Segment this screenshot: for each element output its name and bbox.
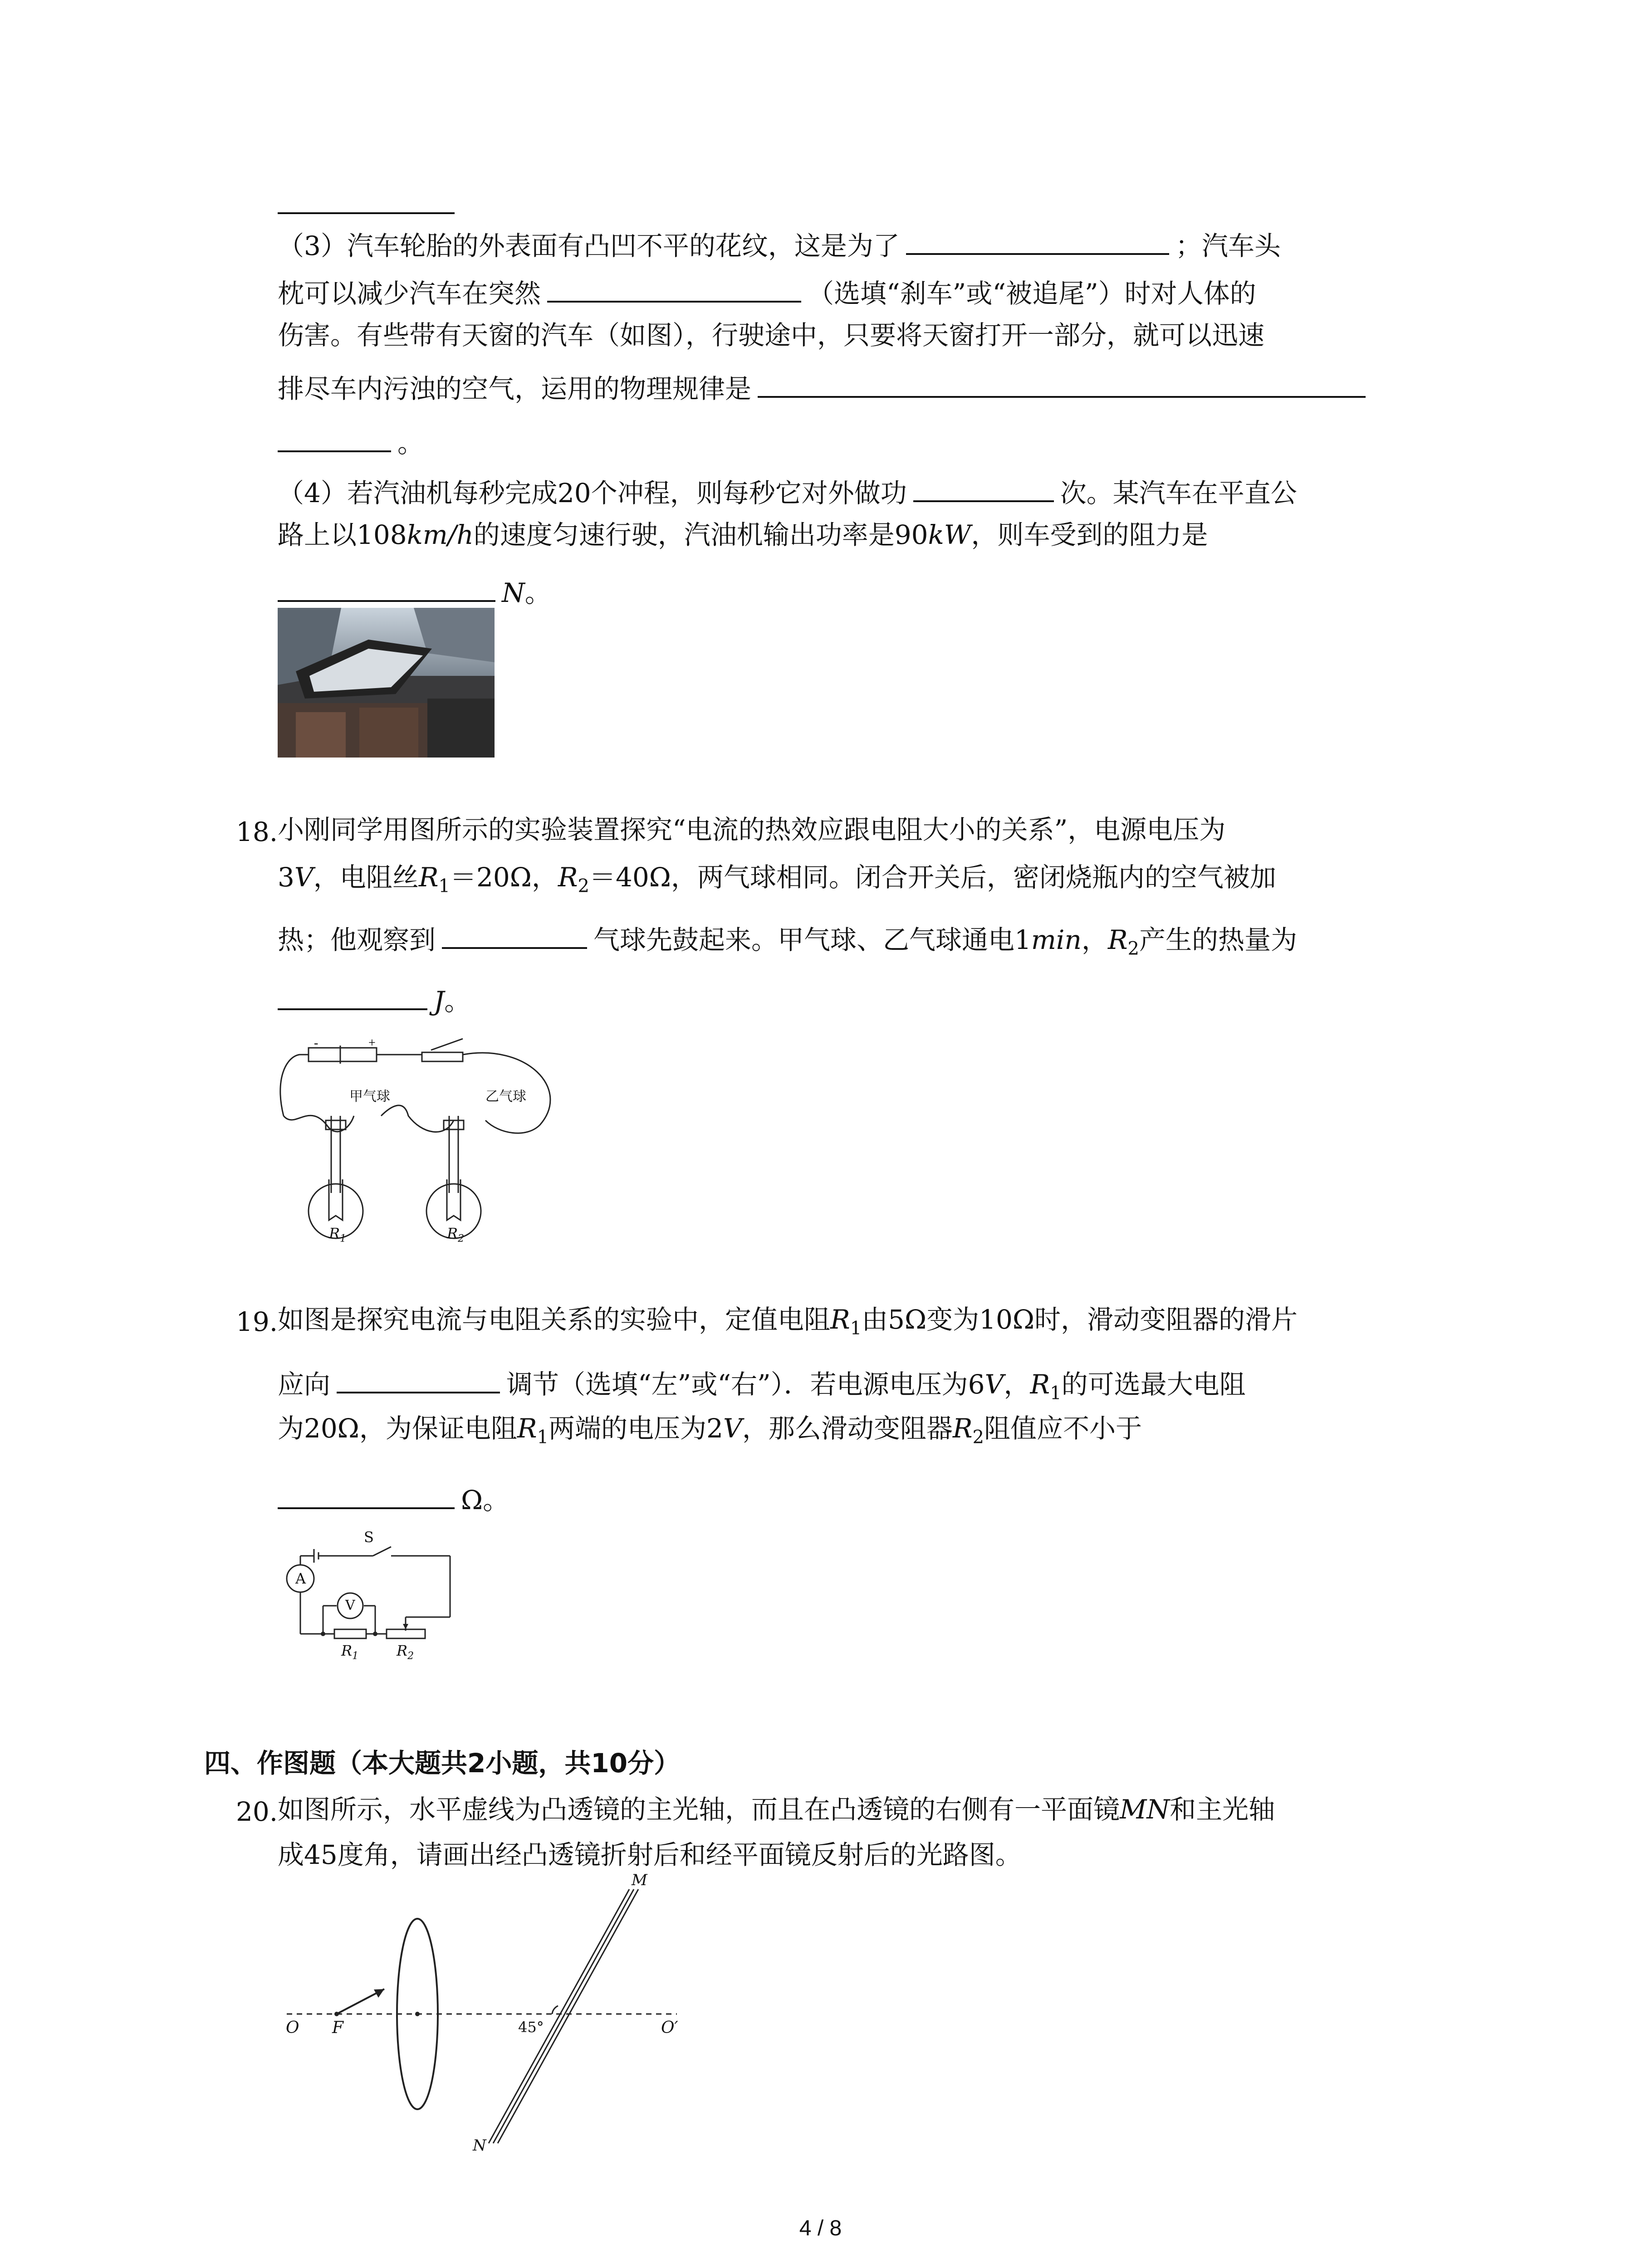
subscript: 2 [1127,938,1139,959]
balloon-a-label: 甲气球 [349,1089,390,1105]
unit: min [1031,924,1082,955]
q17-part3-line2 [278,274,1256,307]
subscript: 1 [340,1233,347,1245]
unit: V [723,1413,742,1444]
answer-blank[interactable] [758,370,1366,398]
symbol: R [329,1225,340,1242]
q17-part3-line5 [278,424,424,459]
balloon-b-label: 乙气球 [485,1089,526,1105]
answer-blank[interactable] [278,1481,455,1509]
text: 产生的热量为 [1139,924,1297,955]
text: 3 [278,862,294,893]
unit: J [434,986,445,1017]
angle-label: 45° [518,2019,544,2036]
text: Ω。 [461,1485,509,1515]
subscript: 2 [458,1233,465,1245]
text: 枕可以减少汽车在突然 [278,278,541,309]
symbol: R [517,1413,537,1444]
answer-blank[interactable] [906,227,1169,255]
text: 应向 [278,1369,331,1400]
answer-blank[interactable] [913,474,1054,502]
text: 路上以108 [278,519,407,550]
subscript: 2 [407,1650,414,1662]
text: （选填“刹车”或“被追尾”）时对人体的 [808,278,1256,309]
text: 两端的电压为2 [549,1413,723,1444]
q17-part4-line1 [278,474,1297,506]
text: 次。某汽车在平直公 [1060,478,1297,508]
symbol: R [418,862,439,893]
o-prime-label: O′ [661,2019,678,2037]
q18-line3 [278,921,1297,958]
r2-label [447,1225,464,1244]
subscript: 1 [438,875,450,897]
r1-label [341,1642,358,1662]
r2-label [397,1642,414,1662]
voltmeter-label: V [345,1598,355,1613]
sunroof-photo [278,608,495,758]
answer-blank[interactable] [442,921,587,949]
q19-line4 [278,1481,509,1513]
symbol: R [447,1225,458,1242]
ammeter-label: A [295,1570,306,1587]
o-label: O [286,2019,299,2037]
n-label: N [473,2136,486,2155]
unit: km/h [407,519,474,550]
text: ＝20Ω， [450,862,558,893]
unit: V [985,1369,1004,1400]
text: 气球先鼓起来。甲气球、乙气球通电1 [593,924,1031,955]
focus-label: F [332,2019,343,2037]
answer-blank[interactable] [278,424,391,452]
switch-label: S [364,1529,374,1546]
symbol: R [830,1304,850,1335]
text: ，电阻丝 [313,862,419,893]
heating-experiment-figure [272,1025,644,1247]
text: 的速度匀速行驶，汽油机输出功率是90 [473,519,928,550]
text: 热；他观察到 [278,924,436,955]
symbol: R [397,1642,408,1659]
q20-line2: 成45度角，请画出经凸透镜折射后和经平面镜反射后的光路图。 [278,1839,1022,1870]
svg-text:+: + [368,1036,376,1050]
subscript: 1 [537,1427,549,1448]
symbol: R [558,862,578,893]
q17-part4-line3 [278,574,551,606]
text: 由5Ω变为10Ω时，滑动变阻器的滑片 [862,1304,1298,1335]
question-number: 19. [236,1306,278,1337]
symbol: R [1030,1369,1050,1400]
svg-text:-: - [314,1036,318,1050]
unit: V [294,862,314,893]
answer-blank[interactable] [337,1365,500,1393]
text: 排尽车内污浊的空气，运用的物理规律是 [278,373,752,404]
q18-line4 [278,982,471,1017]
unit: kW [928,519,971,550]
question-number: 20. [236,1796,278,1827]
q18-line1: 小刚同学用图所示的实验装置探究“电流的热效应跟电阻大小的关系”，电源电压为 [278,814,1226,845]
q17-part3-line1 [278,227,1281,259]
text: ， [1081,924,1108,955]
text: ，则车受到的阻力是 [971,519,1208,550]
unit: N [502,577,525,608]
q19-line1 [278,1306,1298,1338]
answer-blank[interactable] [278,982,427,1010]
symbol: R [952,1413,973,1444]
text: 和主光轴 [1170,1794,1275,1825]
optics-figure [278,1871,700,2155]
q17-part3-line3: 伤害。有些带有天窗的汽车（如图），行驶途中，只要将天窗打开一部分，就可以迅速 [278,320,1265,351]
text: ，那么滑动变阻器 [742,1413,953,1444]
circuit-figure [278,1529,468,1669]
text: ， [1004,1369,1030,1400]
answer-blank[interactable] [547,274,801,303]
answer-blank[interactable] [278,574,495,602]
q20-line1 [278,1796,1275,1823]
text: 为20Ω，为保证电阻 [278,1413,517,1444]
subscript: 2 [578,875,589,897]
m-label: M [632,1871,647,1889]
text: 。 [524,577,551,608]
symbol: R [1107,924,1128,955]
subscript: 1 [850,1318,862,1339]
text: ；汽车头 [1175,230,1281,261]
q18-line2 [278,864,1276,895]
text: 。 [444,986,471,1017]
q19-line3 [278,1415,1142,1447]
symbol: R [341,1642,353,1659]
text: （4）若汽油机每秒完成20个冲程，则每秒它对外做功 [278,478,907,508]
answer-blank [278,212,455,214]
text: 。 [397,428,424,459]
r1-label [329,1225,346,1244]
subscript: 1 [1050,1383,1062,1404]
text: 阻值应不小于 [984,1413,1142,1444]
q17-part4-line2 [278,519,1208,550]
text: 的可选最大电阻 [1061,1369,1246,1400]
page-number: 4 / 8 [799,2216,842,2240]
symbol: MN [1120,1794,1170,1825]
q19-line2 [278,1365,1246,1403]
section-heading: 四、作图题（本大题共2小题，共10分） [204,1748,681,1779]
text: 调节（选填“左”或“右”）．若电源电压为6 [506,1369,985,1400]
subscript: 1 [352,1650,359,1662]
subscript: 2 [972,1427,984,1448]
text: 如图是探究电流与电阻关系的实验中，定值电阻 [278,1304,831,1335]
text: 如图所示，水平虚线为凸透镜的主光轴，而且在凸透镜的右侧有一平面镜 [278,1794,1120,1825]
question-number: 18. [236,816,278,847]
text: （3）汽车轮胎的外表面有凸凹不平的花纹，这是为了 [278,230,900,261]
q17-part3-line4 [278,370,1372,402]
text: ＝40Ω，两气球相同。闭合开关后，密闭烧瓶内的空气被加 [589,862,1276,893]
